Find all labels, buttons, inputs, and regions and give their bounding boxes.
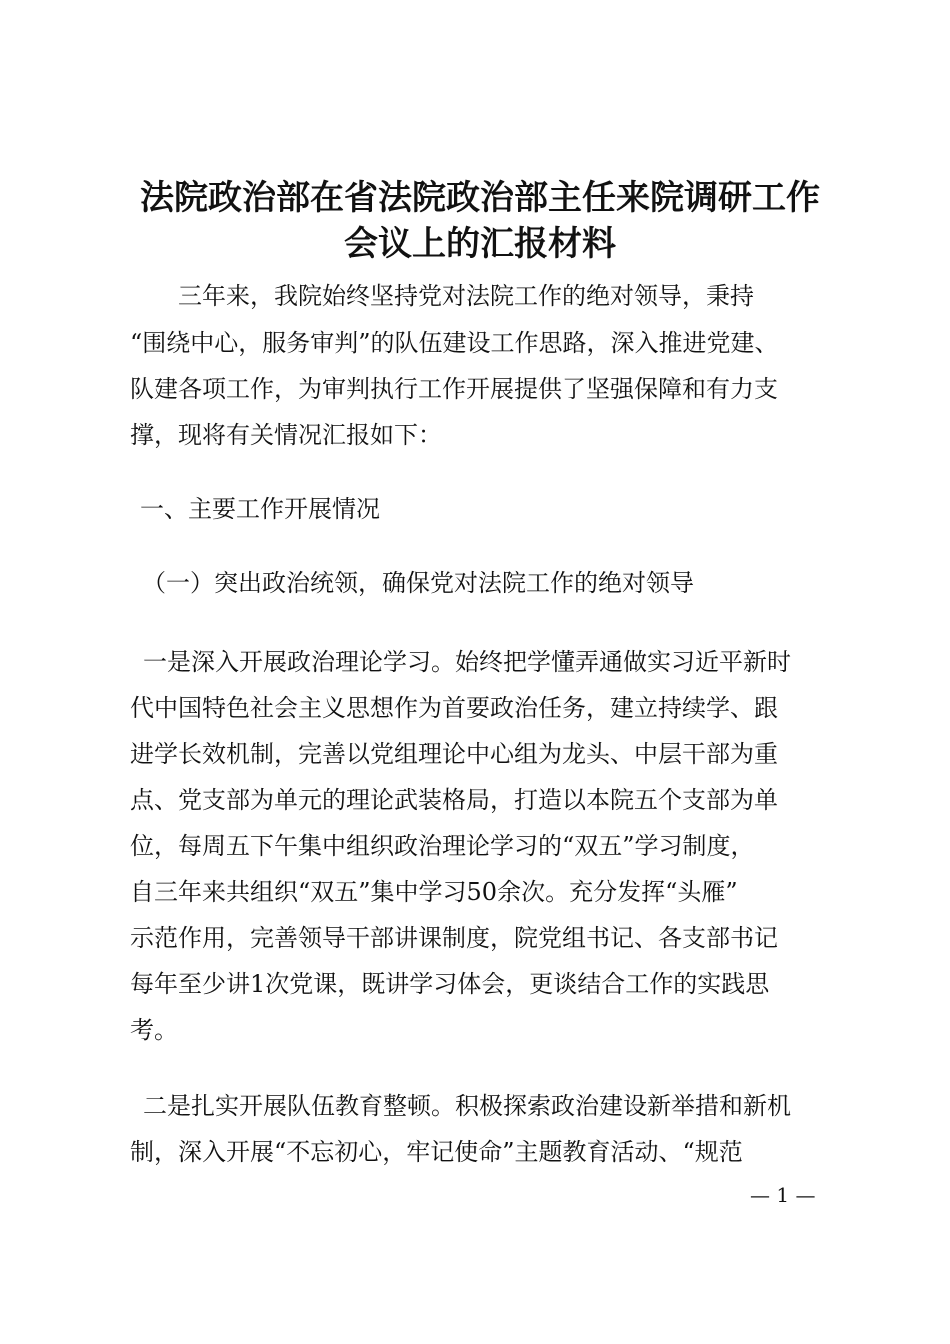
paragraph-line: 每年至少讲1次党课，既讲学习体会，更谈结合工作的实践思 bbox=[130, 970, 770, 998]
subsection-heading: （一）突出政治统领，确保党对法院工作的绝对领导 bbox=[142, 569, 694, 597]
paragraph-line: 考。 bbox=[130, 1016, 178, 1044]
paragraph-line: 自三年来共组织“双五”集中学习50余次。充分发挥“头雁” bbox=[130, 878, 738, 906]
intro-line: 三年来，我院始终坚持党对法院工作的绝对领导，秉持 bbox=[178, 282, 754, 310]
document-title-line-1: 法院政治部在省法院政治部主任来院调研工作 bbox=[140, 178, 820, 218]
intro-line: “围绕中心，服务审判”的队伍建设工作思路，深入推进党建、 bbox=[130, 329, 779, 357]
paragraph-line: 示范作用，完善领导干部讲课制度，院党组书记、各支部书记 bbox=[130, 924, 778, 952]
paragraph-line: 一是深入开展政治理论学习。始终把学懂弄通做实习近平新时 bbox=[143, 648, 791, 676]
page-number: — 1 — bbox=[750, 1183, 816, 1207]
paragraph-line: 位，每周五下午集中组织政治理论学习的“双五”学习制度， bbox=[130, 832, 755, 860]
paragraph-line: 点、党支部为单元的理论武装格局，打造以本院五个支部为单 bbox=[130, 786, 778, 814]
document-title-line-2: 会议上的汇报材料 bbox=[344, 224, 616, 264]
section-heading: 一、主要工作开展情况 bbox=[140, 495, 380, 523]
paragraph-line: 代中国特色社会主义思想作为首要政治任务，建立持续学、跟 bbox=[130, 694, 778, 722]
paragraph-line: 二是扎实开展队伍教育整顿。积极探索政治建设新举措和新机 bbox=[143, 1092, 791, 1120]
intro-line: 撑，现将有关情况汇报如下： bbox=[130, 421, 442, 449]
intro-line: 队建各项工作，为审判执行工作开展提供了坚强保障和有力支 bbox=[130, 375, 778, 403]
paragraph-line: 制，深入开展“不忘初心，牢记使命”主题教育活动、“规范 bbox=[130, 1138, 743, 1166]
paragraph-line: 进学长效机制，完善以党组理论中心组为龙头、中层干部为重 bbox=[130, 740, 778, 768]
